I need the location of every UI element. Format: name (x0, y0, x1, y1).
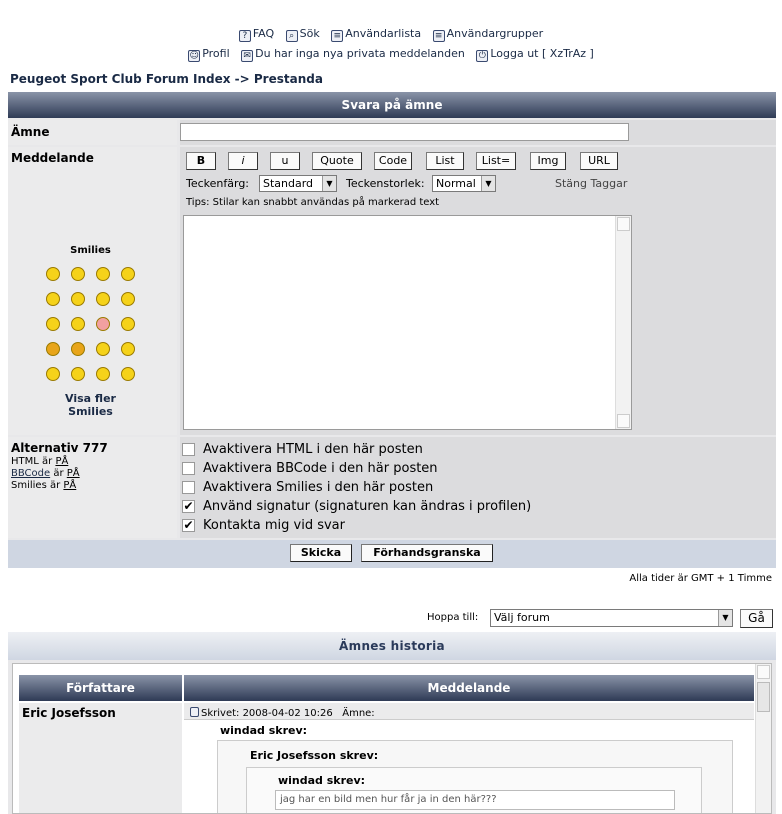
faq-link[interactable]: ? FAQ (239, 27, 274, 42)
option-label: Avaktivera Smilies i den här posten (203, 480, 434, 495)
top-nav-row-1 (0, 27, 782, 42)
checkbox-icon[interactable] (182, 481, 195, 494)
more-smilies-link[interactable]: Visa fler Smilies (65, 392, 116, 418)
dropdown-arrow-icon: ▼ (322, 176, 336, 191)
smilies-label: Smilies (70, 245, 111, 256)
close-tags-link[interactable]: Stäng Taggar (555, 177, 628, 190)
list-icon: ≡ (331, 30, 343, 42)
timezone-text: Alla tider är GMT + 1 Timme (629, 573, 772, 584)
help-icon: ? (239, 30, 251, 42)
post-author: Eric Josefsson (22, 706, 116, 720)
smiley-idea-icon[interactable] (96, 367, 110, 381)
message-label: Meddelande (11, 151, 94, 165)
history-scrollbar[interactable] (755, 664, 771, 813)
bbcode-button[interactable]: u (270, 152, 300, 170)
bbcode-button[interactable]: Quote (312, 152, 362, 170)
bbcode-button[interactable]: URL (580, 152, 618, 170)
memberlist-link[interactable]: ≡ Användarlista (331, 27, 421, 42)
quote3-author: windad skrev: (278, 774, 366, 787)
smiley-laugh-icon[interactable] (121, 292, 135, 306)
smiley-twisted-icon[interactable] (71, 342, 85, 356)
author-cell (19, 703, 182, 814)
top-nav-row-2 (0, 47, 782, 62)
subject-label-cell (8, 120, 177, 145)
subject-label: Ämne (11, 125, 50, 139)
options-label: Alternativ 777 (11, 441, 108, 455)
bbcode-button[interactable]: i (228, 152, 258, 170)
go-button[interactable]: Gå (740, 609, 773, 628)
message-scrollbar[interactable] (615, 216, 631, 429)
dropdown-arrow-icon: ▼ (718, 610, 732, 626)
quote3-text: jag har en bild men hur får ja in den här??? (275, 790, 675, 810)
smiley-question-icon[interactable] (71, 367, 85, 381)
post-meta-text: Skrivet: 2008-04-02 10:26 Ämne: (190, 707, 375, 719)
smiley-evil-icon[interactable] (46, 342, 60, 356)
option-label: Använd signatur (signaturen kan ändras i profilen) (203, 499, 532, 514)
private-messages-link[interactable]: ✉ Du har inga nya privata meddelanden (241, 47, 465, 62)
option-label: Avaktivera HTML i den här posten (203, 442, 423, 457)
smiley-smile-icon[interactable] (46, 267, 60, 281)
smiley-eek-icon[interactable] (46, 292, 60, 306)
jump-label: Hoppa till: (427, 612, 479, 623)
bbcode-toolbar (186, 152, 746, 172)
logout-link[interactable]: ⏻ Logga ut [ XzTrAz ] (476, 47, 593, 62)
smiley-cry-icon[interactable] (121, 317, 135, 331)
font-size-label: Teckenstorlek: (346, 177, 425, 190)
search-icon: ⌕ (286, 30, 298, 42)
font-size-select[interactable]: Normal ▼ (432, 175, 496, 192)
post-icon (190, 707, 199, 717)
smiley-exclaim-icon[interactable] (46, 367, 60, 381)
checkbox-checked-icon[interactable]: ✔ (183, 499, 194, 513)
option-row[interactable] (180, 461, 680, 477)
smiley-embarrassed-icon[interactable] (96, 317, 110, 331)
tip-text: Tips: Stilar kan snabbt användas på markerad text (186, 197, 440, 208)
option-row[interactable] (180, 499, 680, 515)
bbcode-link[interactable]: BBCode (11, 468, 51, 479)
bbcode-button[interactable]: Img (530, 152, 566, 170)
option-row[interactable] (180, 480, 680, 496)
jump-select[interactable]: Välj forum ▼ (490, 609, 733, 627)
subject-input[interactable] (180, 123, 629, 141)
bbcode-button[interactable]: List (426, 152, 464, 170)
preview-button[interactable]: Förhandsgranska (361, 544, 493, 562)
profile-link[interactable]: ☺ Profil (189, 47, 230, 61)
usergroups-link[interactable]: ≡ Användargrupper (433, 27, 544, 42)
smiley-neutral-icon[interactable] (71, 292, 85, 306)
form-title: Svara på ämne (8, 92, 776, 118)
quote-box-outer (217, 740, 733, 814)
author-column-header: Författare (19, 675, 182, 701)
breadcrumb[interactable]: Peugeot Sport Club Forum Index -> Prestanda (10, 72, 323, 86)
submit-bar (8, 540, 776, 568)
topic-history (8, 632, 776, 814)
scroll-up-icon[interactable] (617, 217, 630, 231)
smiley-rolleyes-icon[interactable] (96, 342, 110, 356)
bbcode-button[interactable]: Code (374, 152, 412, 170)
groups-icon: ≡ (433, 30, 445, 42)
option-row[interactable] (180, 518, 680, 534)
history-title: Ämnes historia (8, 632, 776, 660)
post-meta (184, 703, 754, 720)
submit-button[interactable]: Skicka (290, 544, 352, 562)
option-label: Kontakta mig vid svar (203, 518, 345, 533)
smiley-arrow-icon[interactable] (121, 367, 135, 381)
smiley-razz-icon[interactable] (71, 317, 85, 331)
smiley-cool-icon[interactable] (96, 292, 110, 306)
checkbox-icon[interactable] (182, 462, 195, 475)
checkbox-checked-icon[interactable]: ✔ (183, 518, 194, 532)
smiley-sad-icon[interactable] (121, 267, 135, 281)
message-label-cell (8, 147, 177, 435)
quote1-author: windad skrev: (220, 724, 308, 737)
message-icon: ✉ (241, 50, 253, 62)
quote2-author: Eric Josefsson skrev: (250, 749, 379, 762)
scroll-thumb[interactable] (757, 682, 770, 712)
font-color-label: Teckenfärg: (186, 177, 250, 190)
message-column-header: Meddelande (184, 675, 754, 701)
logout-icon: ⏻ (476, 50, 488, 62)
dropdown-arrow-icon: ▼ (481, 176, 495, 191)
option-label: Avaktivera BBCode i den här posten (203, 461, 438, 476)
history-frame[interactable] (12, 663, 772, 814)
options-label-cell (8, 437, 177, 538)
status-info: HTML är PÅ BBCode är PÅ Smilies är PÅ (11, 456, 80, 491)
message-textarea[interactable] (183, 215, 632, 430)
smiley-mad-icon[interactable] (46, 317, 60, 331)
checkbox-icon[interactable] (182, 443, 195, 456)
bbcode-button[interactable]: List= (476, 152, 516, 170)
quote-box-inner (246, 767, 702, 814)
smiley-wink-icon[interactable] (121, 342, 135, 356)
scroll-up-icon[interactable] (757, 665, 770, 679)
smiley-happy-icon[interactable] (71, 267, 85, 281)
scroll-down-icon[interactable] (617, 414, 630, 428)
font-color-select[interactable]: Standard ▼ (259, 175, 337, 192)
reply-form (8, 92, 776, 568)
profile-icon: ☺ (189, 51, 199, 61)
option-row[interactable] (180, 442, 680, 458)
bbcode-button[interactable]: B (186, 152, 216, 170)
search-link[interactable]: ⌕ Sök (286, 27, 320, 42)
smiley-confused-icon[interactable] (96, 267, 110, 281)
